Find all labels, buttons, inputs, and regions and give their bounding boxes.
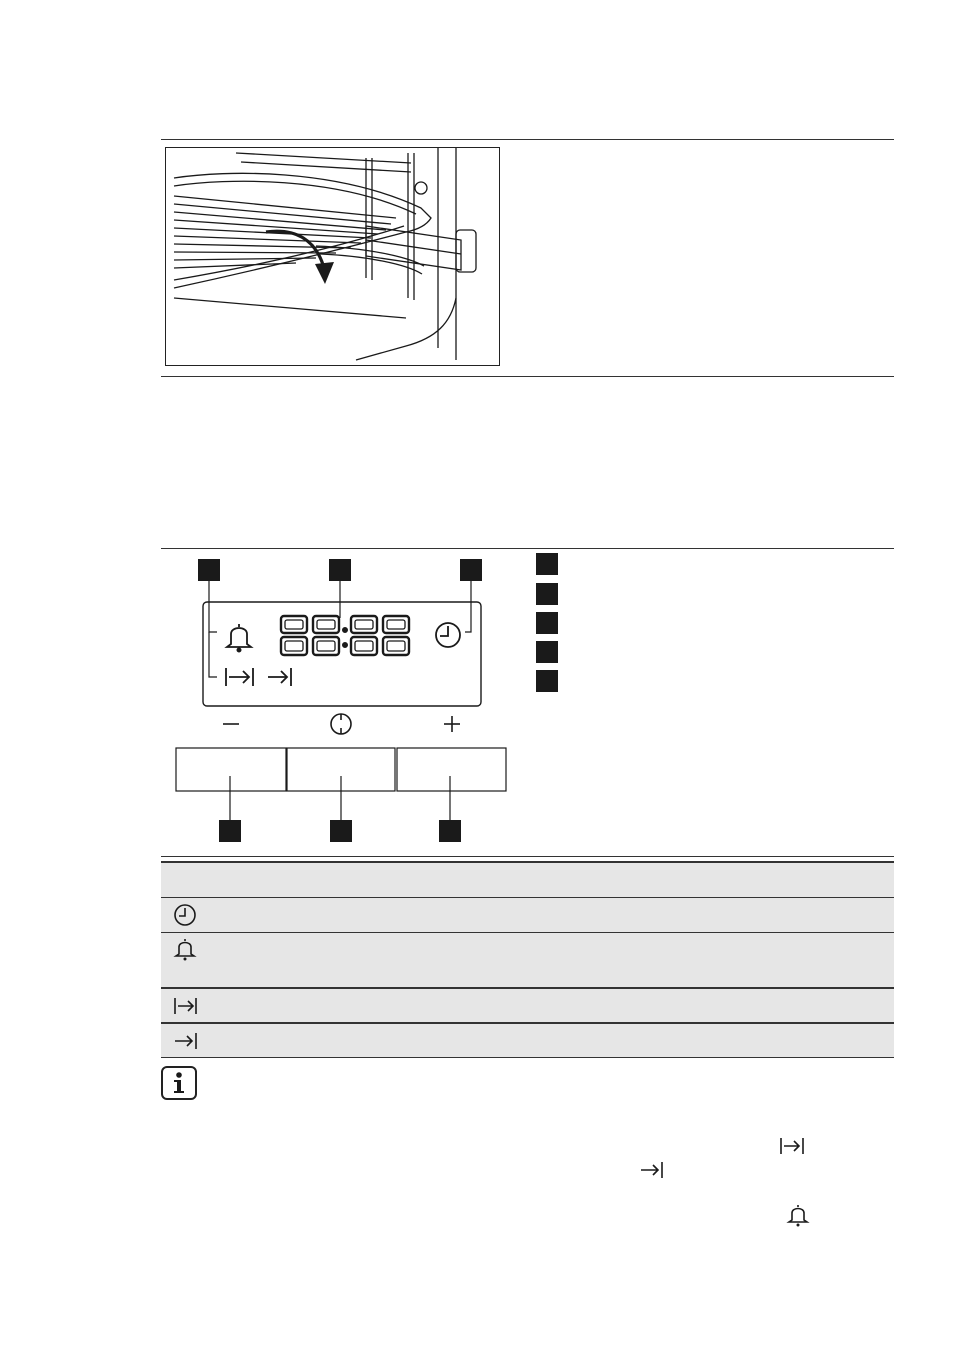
legend-box-2 xyxy=(536,583,558,605)
legend-box-3 xyxy=(536,612,558,634)
oven-shelf-illustration xyxy=(166,148,500,366)
clock-button-icon xyxy=(331,714,351,734)
callout-box-6 xyxy=(439,820,461,842)
panel-top-rule xyxy=(161,548,894,549)
clock-icon xyxy=(436,623,460,647)
bell-icon xyxy=(227,624,251,652)
callout-box-5 xyxy=(330,820,352,842)
table-bottom-rule xyxy=(161,1057,894,1058)
control-panel-svg xyxy=(161,550,521,850)
end-time-icon xyxy=(173,1029,197,1053)
callout-box-4 xyxy=(219,820,241,842)
callout-box-2 xyxy=(329,559,351,581)
top-rule xyxy=(161,139,894,140)
legend-box-4 xyxy=(536,641,558,663)
clock-icon xyxy=(173,903,197,927)
table-header-row xyxy=(161,863,894,897)
table-row-clock xyxy=(161,898,894,932)
table-top-rule xyxy=(161,856,894,857)
legend-box-1 xyxy=(536,553,558,575)
plus-button[interactable] xyxy=(397,748,506,791)
start-time-icon xyxy=(173,994,197,1018)
legend-box-5 xyxy=(536,670,558,692)
end-time-icon xyxy=(268,668,291,686)
callout-box-1 xyxy=(198,559,220,581)
minus-button[interactable] xyxy=(176,748,286,791)
digital-display xyxy=(281,616,409,655)
display-frame xyxy=(203,602,481,706)
figure-bottom-rule xyxy=(161,376,894,377)
table-row-start-time xyxy=(161,989,894,1022)
plus-icon xyxy=(444,716,460,732)
control-panel-diagram xyxy=(161,550,521,850)
end-time-icon xyxy=(639,1160,665,1180)
bell-icon xyxy=(173,938,197,962)
info-icon xyxy=(161,1066,197,1100)
start-time-icon xyxy=(226,668,253,686)
table-row-end-time xyxy=(161,1024,894,1057)
shelf-removal-figure xyxy=(165,147,500,366)
callout-box-3 xyxy=(460,559,482,581)
start-time-icon xyxy=(779,1136,805,1156)
bell-icon xyxy=(786,1204,810,1228)
table-row-bell xyxy=(161,933,894,987)
